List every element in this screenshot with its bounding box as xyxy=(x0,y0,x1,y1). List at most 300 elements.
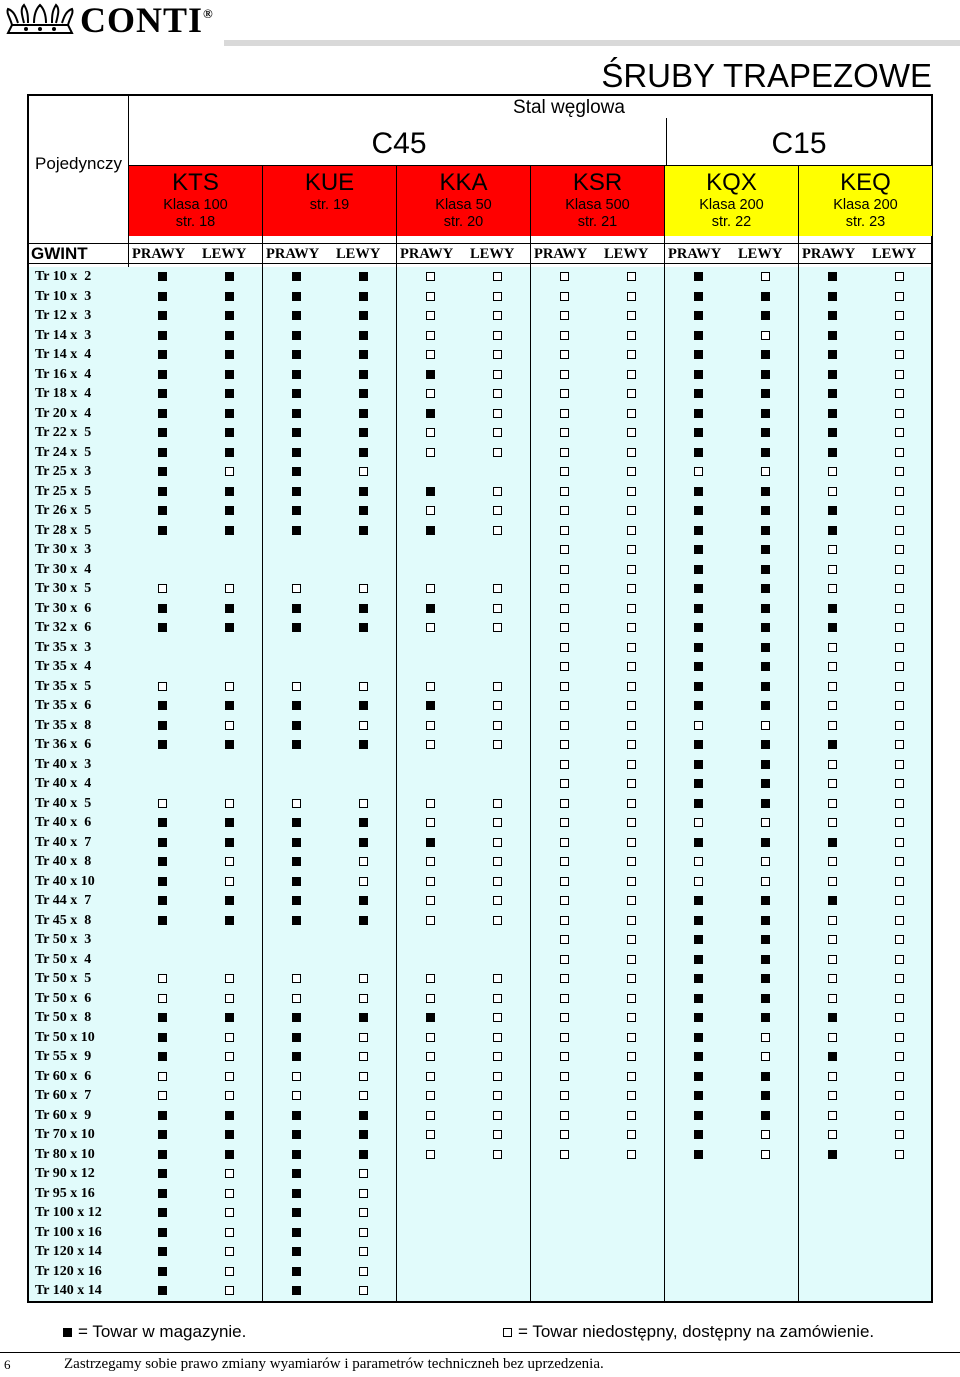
in-stock-icon xyxy=(292,292,301,301)
on-order-icon xyxy=(895,857,904,866)
availability-cell xyxy=(665,911,731,931)
on-order-icon xyxy=(225,721,234,730)
availability-cell xyxy=(531,774,597,794)
on-order-icon xyxy=(560,448,569,457)
availability-cell xyxy=(330,1047,396,1067)
availability-cell xyxy=(665,287,731,307)
in-stock-icon xyxy=(694,799,703,808)
table-row xyxy=(29,521,931,541)
on-order-icon xyxy=(627,370,636,379)
availability-cell xyxy=(397,579,463,599)
on-order-icon xyxy=(493,1091,502,1100)
availability-cell xyxy=(598,384,664,404)
on-order-icon xyxy=(560,467,569,476)
in-stock-icon xyxy=(694,955,703,964)
in-stock-icon xyxy=(225,506,234,515)
in-stock-icon xyxy=(359,604,368,613)
group-name: KKA xyxy=(439,169,488,196)
availability-cell xyxy=(732,930,798,950)
steel-grade-c45: C45 xyxy=(371,127,427,160)
availability-cell xyxy=(799,1125,865,1145)
availability-cell xyxy=(397,911,463,931)
in-stock-icon xyxy=(292,1286,301,1295)
availability-cell xyxy=(397,287,463,307)
in-stock-icon xyxy=(694,448,703,457)
availability-cell xyxy=(732,891,798,911)
on-order-icon xyxy=(560,818,569,827)
thread-size-label: Tr 10 x 3 xyxy=(35,288,92,304)
in-stock-icon xyxy=(761,701,770,710)
in-stock-icon xyxy=(225,1013,234,1022)
availability-cell xyxy=(598,774,664,794)
availability-cell xyxy=(129,969,195,989)
availability-cell xyxy=(598,365,664,385)
availability-cell xyxy=(129,735,195,755)
availability-cell xyxy=(665,1047,731,1067)
legend-order-text: = Towar niedostępny, dostępny na zamówienie. xyxy=(518,1322,875,1341)
in-stock-icon xyxy=(158,448,167,457)
table-row xyxy=(29,677,931,697)
availability-cell xyxy=(598,735,664,755)
on-order-icon xyxy=(761,818,770,827)
on-order-icon xyxy=(426,584,435,593)
availability-cell xyxy=(866,755,932,775)
in-stock-icon xyxy=(761,955,770,964)
on-order-icon xyxy=(225,1169,234,1178)
availability-cell xyxy=(531,326,597,346)
table-row xyxy=(29,872,931,892)
availability-cell xyxy=(129,443,195,463)
on-order-icon xyxy=(359,877,368,886)
on-order-icon xyxy=(895,487,904,496)
availability-cell xyxy=(732,326,798,346)
in-stock-icon xyxy=(225,272,234,281)
on-order-icon xyxy=(560,779,569,788)
in-stock-icon xyxy=(694,974,703,983)
availability-cell xyxy=(263,599,329,619)
in-stock-icon xyxy=(694,740,703,749)
availability-cell xyxy=(866,326,932,346)
availability-cell xyxy=(196,891,262,911)
availability-cell xyxy=(799,579,865,599)
availability-cell xyxy=(129,1145,195,1165)
on-order-icon xyxy=(627,682,636,691)
availability-cell xyxy=(531,638,597,658)
availability-cell xyxy=(665,852,731,872)
availability-cell xyxy=(330,735,396,755)
on-order-icon xyxy=(761,1033,770,1042)
availability-cell xyxy=(397,521,463,541)
availability-cell xyxy=(665,774,731,794)
in-stock-icon xyxy=(694,935,703,944)
availability-cell xyxy=(732,969,798,989)
availability-cell xyxy=(129,501,195,521)
availability-cell xyxy=(129,1223,195,1243)
availability-cell xyxy=(129,521,195,541)
thread-size-label: Tr 40 x 3 xyxy=(35,756,92,772)
availability-cell xyxy=(330,1242,396,1262)
on-order-icon xyxy=(627,1091,636,1100)
availability-cell xyxy=(397,1106,463,1126)
on-order-icon xyxy=(493,409,502,418)
table-row xyxy=(29,267,931,287)
thread-size-label: Tr 70 x 10 xyxy=(35,1127,95,1142)
legend-stock-text: = Towar w magazynie. xyxy=(78,1322,247,1341)
in-stock-icon xyxy=(761,389,770,398)
in-stock-icon xyxy=(694,779,703,788)
on-order-icon xyxy=(828,1111,837,1120)
on-order-icon xyxy=(895,740,904,749)
in-stock-icon xyxy=(158,623,167,632)
in-stock-icon xyxy=(426,370,435,379)
in-stock-icon xyxy=(292,370,301,379)
availability-cell xyxy=(598,443,664,463)
on-order-icon xyxy=(493,272,502,281)
availability-cell xyxy=(799,1028,865,1048)
table-row xyxy=(29,1281,931,1301)
group-divider xyxy=(664,166,665,1303)
in-stock-icon xyxy=(225,818,234,827)
in-stock-icon xyxy=(761,994,770,1003)
availability-cell xyxy=(732,540,798,560)
availability-cell xyxy=(598,950,664,970)
availability-cell xyxy=(665,813,731,833)
in-stock-icon xyxy=(158,877,167,886)
in-stock-icon xyxy=(225,311,234,320)
table-row xyxy=(29,833,931,853)
availability-cell xyxy=(598,969,664,989)
on-order-icon xyxy=(560,604,569,613)
in-stock-icon xyxy=(225,331,234,340)
availability-cell xyxy=(129,618,195,638)
availability-cell xyxy=(397,599,463,619)
availability-cell xyxy=(598,1086,664,1106)
availability-cell xyxy=(196,579,262,599)
availability-cell xyxy=(397,989,463,1009)
availability-cell xyxy=(665,423,731,443)
product-group-0 xyxy=(129,166,262,236)
availability-cell xyxy=(866,1125,932,1145)
table-row xyxy=(29,287,931,307)
on-order-icon xyxy=(359,1091,368,1100)
in-stock-icon xyxy=(225,1130,234,1139)
on-order-icon xyxy=(627,604,636,613)
availability-cell xyxy=(799,599,865,619)
in-stock-icon xyxy=(158,1033,167,1042)
on-order-icon xyxy=(426,916,435,925)
availability-cell xyxy=(598,1008,664,1028)
on-order-icon xyxy=(627,1033,636,1042)
in-stock-icon xyxy=(158,1208,167,1217)
table-row xyxy=(29,560,931,580)
availability-cell xyxy=(263,287,329,307)
thread-size-label: Tr 60 x 6 xyxy=(35,1068,92,1084)
on-order-icon xyxy=(493,448,502,457)
table-row xyxy=(29,618,931,638)
availability-cell xyxy=(330,306,396,326)
in-stock-icon xyxy=(292,604,301,613)
in-stock-icon xyxy=(761,506,770,515)
on-order-icon xyxy=(895,1072,904,1081)
table-row xyxy=(29,716,931,736)
in-stock-icon xyxy=(426,838,435,847)
thread-size-label: Tr 16 x 4 xyxy=(35,366,92,382)
on-order-icon xyxy=(895,955,904,964)
on-order-icon xyxy=(560,740,569,749)
availability-cell xyxy=(196,989,262,1009)
in-stock-icon xyxy=(828,526,837,535)
on-order-icon xyxy=(359,799,368,808)
availability-cell xyxy=(196,1067,262,1087)
in-stock-icon xyxy=(694,350,703,359)
column-header-lewy: LEWY xyxy=(872,246,917,262)
in-stock-icon xyxy=(292,701,301,710)
on-order-icon xyxy=(895,331,904,340)
group-class: Klasa 100 xyxy=(163,197,228,213)
on-order-icon xyxy=(627,584,636,593)
in-stock-icon xyxy=(359,838,368,847)
availability-cell xyxy=(196,1242,262,1262)
in-stock-icon xyxy=(292,916,301,925)
availability-cell xyxy=(732,989,798,1009)
on-order-icon xyxy=(493,1013,502,1022)
availability-cell xyxy=(330,1184,396,1204)
in-stock-icon xyxy=(359,370,368,379)
availability-cell xyxy=(732,735,798,755)
column-header-row xyxy=(29,244,931,263)
on-order-icon xyxy=(627,272,636,281)
availability-cell xyxy=(196,1008,262,1028)
availability-cell xyxy=(866,911,932,931)
availability-cell xyxy=(330,969,396,989)
in-stock-icon xyxy=(292,818,301,827)
on-order-icon xyxy=(493,994,502,1003)
in-stock-icon xyxy=(694,1052,703,1061)
thread-size-label: Tr 32 x 6 xyxy=(35,620,92,635)
on-order-icon xyxy=(225,1247,234,1256)
in-stock-icon xyxy=(761,760,770,769)
on-order-icon xyxy=(627,857,636,866)
on-order-icon xyxy=(426,331,435,340)
on-order-icon xyxy=(158,1072,167,1081)
availability-cell xyxy=(531,677,597,697)
availability-cell xyxy=(732,443,798,463)
thread-size-label: Tr 44 x 7 xyxy=(35,893,92,908)
table-row xyxy=(29,540,931,560)
on-order-icon xyxy=(493,1111,502,1120)
availability-cell xyxy=(665,540,731,560)
on-order-icon xyxy=(627,331,636,340)
in-stock-icon xyxy=(292,487,301,496)
in-stock-icon xyxy=(761,526,770,535)
availability-cell xyxy=(799,969,865,989)
on-order-icon xyxy=(158,974,167,983)
availability-cell xyxy=(464,833,530,853)
in-stock-icon xyxy=(292,526,301,535)
availability-cell xyxy=(799,716,865,736)
availability-cell xyxy=(196,1281,262,1301)
on-order-icon xyxy=(560,721,569,730)
availability-cell xyxy=(799,267,865,287)
in-stock-icon xyxy=(158,838,167,847)
availability-cell xyxy=(464,872,530,892)
on-order-icon xyxy=(493,1130,502,1139)
on-order-icon xyxy=(426,682,435,691)
availability-cell xyxy=(598,482,664,502)
availability-cell xyxy=(665,599,731,619)
legend-stock xyxy=(63,1322,246,1342)
availability-cell xyxy=(665,365,731,385)
availability-cell xyxy=(263,696,329,716)
group-divider xyxy=(530,166,531,1303)
availability-cell xyxy=(866,989,932,1009)
availability-cell xyxy=(598,794,664,814)
availability-cell xyxy=(598,716,664,736)
availability-cell xyxy=(464,443,530,463)
availability-cell xyxy=(129,1008,195,1028)
on-order-icon xyxy=(426,506,435,515)
availability-cell xyxy=(665,1028,731,1048)
availability-cell xyxy=(732,1028,798,1048)
availability-cell xyxy=(598,1067,664,1087)
on-order-icon xyxy=(359,467,368,476)
on-order-icon xyxy=(493,721,502,730)
on-order-icon xyxy=(895,584,904,593)
availability-cell xyxy=(263,735,329,755)
availability-cell xyxy=(665,638,731,658)
availability-cell xyxy=(464,813,530,833)
availability-cell xyxy=(732,599,798,619)
in-stock-icon xyxy=(828,623,837,632)
in-stock-icon xyxy=(158,428,167,437)
availability-cell xyxy=(732,872,798,892)
on-order-icon xyxy=(895,799,904,808)
availability-cell xyxy=(330,1164,396,1184)
in-stock-icon xyxy=(761,311,770,320)
in-stock-icon xyxy=(694,272,703,281)
on-order-icon xyxy=(895,467,904,476)
group-class: Klasa 200 xyxy=(833,197,898,213)
on-order-icon xyxy=(828,643,837,652)
on-order-icon xyxy=(426,1033,435,1042)
availability-cell xyxy=(196,287,262,307)
availability-cell xyxy=(129,677,195,697)
availability-cell xyxy=(598,677,664,697)
availability-cell xyxy=(330,365,396,385)
on-order-icon xyxy=(426,448,435,457)
in-stock-icon xyxy=(359,740,368,749)
availability-cell xyxy=(866,345,932,365)
on-order-icon xyxy=(493,799,502,808)
availability-cell xyxy=(263,872,329,892)
availability-cell xyxy=(196,1028,262,1048)
table-row xyxy=(29,1125,931,1145)
on-order-icon xyxy=(225,974,234,983)
in-stock-icon xyxy=(828,1013,837,1022)
table-row xyxy=(29,657,931,677)
availability-cell xyxy=(464,345,530,365)
on-order-icon xyxy=(627,994,636,1003)
in-stock-icon xyxy=(158,1052,167,1061)
on-order-icon xyxy=(560,331,569,340)
in-stock-icon xyxy=(158,721,167,730)
availability-cell xyxy=(330,1203,396,1223)
availability-cell xyxy=(397,404,463,424)
in-stock-icon xyxy=(694,1111,703,1120)
in-stock-icon xyxy=(761,409,770,418)
in-stock-icon xyxy=(761,935,770,944)
on-order-icon xyxy=(895,1130,904,1139)
in-stock-icon xyxy=(426,526,435,535)
availability-cell xyxy=(196,1164,262,1184)
table-row xyxy=(29,969,931,989)
availability-cell xyxy=(531,345,597,365)
on-order-icon xyxy=(426,818,435,827)
in-stock-icon xyxy=(225,409,234,418)
availability-cell xyxy=(129,1028,195,1048)
in-stock-icon xyxy=(694,487,703,496)
availability-cell xyxy=(665,521,731,541)
table-row xyxy=(29,1028,931,1048)
in-stock-icon xyxy=(158,896,167,905)
availability-cell xyxy=(196,1184,262,1204)
table-row xyxy=(29,443,931,463)
on-order-icon xyxy=(359,994,368,1003)
availability-cell xyxy=(397,735,463,755)
availability-cell xyxy=(799,618,865,638)
availability-cell xyxy=(464,1067,530,1087)
in-stock-icon xyxy=(158,331,167,340)
on-order-icon xyxy=(560,350,569,359)
in-stock-icon xyxy=(158,506,167,515)
availability-cell xyxy=(531,501,597,521)
availability-cell xyxy=(866,1145,932,1165)
on-order-icon xyxy=(225,682,234,691)
on-order-icon xyxy=(292,799,301,808)
on-order-icon xyxy=(225,1072,234,1081)
availability-cell xyxy=(598,599,664,619)
on-order-icon xyxy=(560,974,569,983)
on-order-icon xyxy=(895,1052,904,1061)
on-order-icon xyxy=(895,409,904,418)
on-order-icon xyxy=(493,1052,502,1061)
group-divider xyxy=(396,166,397,1303)
availability-cell xyxy=(330,852,396,872)
availability-cell xyxy=(129,384,195,404)
on-order-icon xyxy=(426,740,435,749)
availability-cell xyxy=(799,755,865,775)
product-group-1 xyxy=(263,166,396,236)
on-order-icon xyxy=(627,467,636,476)
in-stock-icon xyxy=(292,896,301,905)
on-order-icon xyxy=(493,1150,502,1159)
in-stock-icon xyxy=(292,740,301,749)
availability-cell xyxy=(263,911,329,931)
on-order-icon xyxy=(895,1091,904,1100)
availability-cell xyxy=(263,1008,329,1028)
on-order-icon xyxy=(627,955,636,964)
on-order-icon xyxy=(225,467,234,476)
availability-cell xyxy=(598,306,664,326)
column-header-lewy: LEWY xyxy=(470,246,515,262)
table-row xyxy=(29,755,931,775)
on-order-icon xyxy=(225,1208,234,1217)
availability-cell xyxy=(397,423,463,443)
thread-size-label: Tr 40 x 7 xyxy=(35,834,92,850)
on-order-icon xyxy=(828,877,837,886)
availability-cell xyxy=(330,326,396,346)
on-order-icon xyxy=(560,506,569,515)
